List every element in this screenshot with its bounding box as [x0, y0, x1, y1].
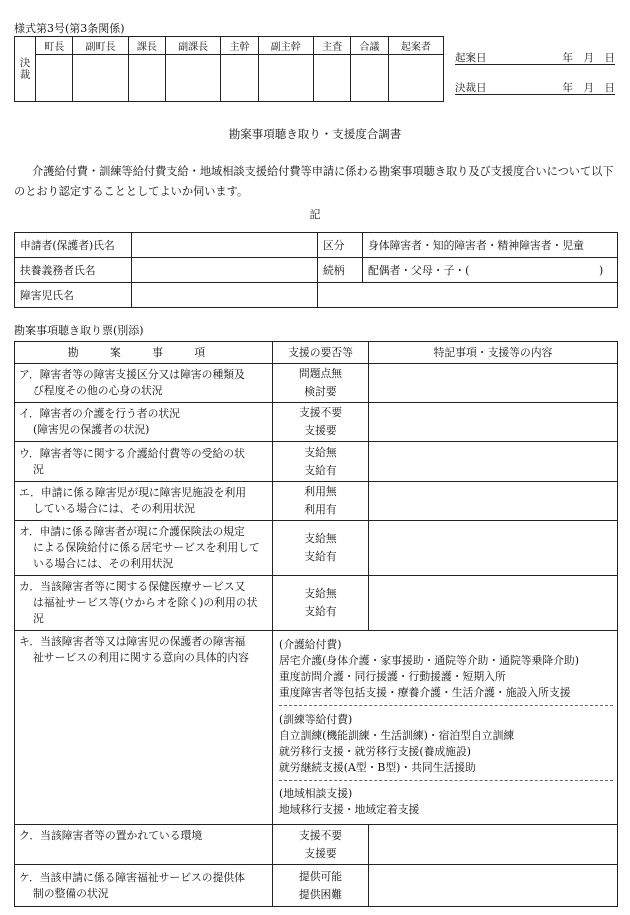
- approval-col-fukushukan: 副主幹: [258, 37, 313, 55]
- notes-field[interactable]: [369, 865, 618, 907]
- need-options[interactable]: 提供可能 提供困難: [273, 865, 369, 907]
- approval-grid: [14, 36, 444, 102]
- header-need: 支援の要否等: [273, 342, 369, 364]
- table-row: カ．当該障害者等に関する保健医療サービス又 は福祉サービス等(ウからオを除く)の利用の状況 支給無 支給有: [15, 576, 618, 631]
- stamp-box[interactable]: [128, 55, 165, 102]
- table-row: ケ．当該申請に係る障害福祉サービスの提供体 制の整備の状況 提供可能 提供困難: [15, 865, 618, 907]
- table-row: ア．障害者等の障害支援区分又は障害の種類及 び程度その他の心身の状況 問題点無 検討要: [15, 364, 618, 403]
- draft-date-label: 起案日: [455, 52, 487, 64]
- approval-col-shukan: 主幹: [221, 37, 258, 55]
- child-name-label: 障害児氏名: [15, 283, 132, 308]
- approval-col-shusa: 主査: [313, 37, 350, 55]
- service-list[interactable]: [273, 631, 618, 825]
- table-row: イ．障害者の介護を行う者の状況 (障害児の保護者の状況) 支援不要 支援要: [15, 403, 618, 442]
- applicant-table: [14, 232, 618, 308]
- approval-col-fukuchocho: 副町長: [73, 37, 128, 55]
- approval-col-aigi: 合議: [351, 37, 388, 55]
- notes-field[interactable]: [369, 825, 618, 865]
- stamp-box[interactable]: [221, 55, 258, 102]
- need-options[interactable]: 支援不要 支援要: [273, 825, 369, 865]
- decision-date-ymd: 年 月 日: [562, 82, 615, 94]
- table-row: エ．申請に係る障害児が現に障害児施設を利用 している場合には、その利用状況 利用無 利用有: [15, 482, 618, 521]
- decision-date-label: 決裁日: [455, 82, 487, 94]
- header-notes: 特記事項・支援等の内容: [369, 342, 618, 364]
- ki-mark: 記: [309, 208, 321, 221]
- approval-col-kacho: 課長: [128, 37, 165, 55]
- document-body: 介護給付費・訓練等給付費支給・地域相談支援給付費等申請に係わる勘案事項聴き取り及び支援度合いについて以下のとおり認定することとしてよいか伺います。: [14, 165, 614, 198]
- notes-field[interactable]: [369, 442, 618, 482]
- notes-field[interactable]: [369, 521, 618, 576]
- chiiki-group: (地域相談支援) 地域移行支援・地域定着支援: [279, 787, 420, 816]
- zokugara-options[interactable]: 配偶者・父母・子・( ): [363, 258, 618, 283]
- notes-field[interactable]: [369, 364, 618, 403]
- need-options[interactable]: 支給無 支給有: [273, 521, 369, 576]
- approval-col-kianshya: 起案者: [388, 37, 443, 55]
- form-number: 様式第3号(第3条関係): [14, 22, 125, 35]
- sheet-label: 勘案事項聴き取り票(別添): [14, 324, 144, 337]
- guardian-name-field[interactable]: [132, 258, 318, 283]
- need-options[interactable]: 問題点無 検討要: [273, 364, 369, 403]
- table-row: キ．当該障害者等又は障害児の保護者の障害福 祉サービスの利用に関する意向の具体的内容 (介護給付費) 居宅介護(身体介護・家事援助・通院等介助・通院等乗降介助) 重度訪問介護・同行援護・行動援護・短期入所 重度障害者等包括支援・療養介護・生活介護・施設入所支援 (訓練等給付費) 自立訓練(機能訓練・生活訓練)・宿泊型自立訓練 就労移行支援・就労移行支援(養成施設) 就労継続支援(A型・B型)・共同生活援助 (地域相談支援) 地域移行支援・地域定着支援: [15, 631, 618, 825]
- notes-field[interactable]: [369, 576, 618, 631]
- stamp-box[interactable]: [351, 55, 388, 102]
- stamp-box[interactable]: [388, 55, 443, 102]
- table-row: ク．当該障害者等の置かれている環境 支援不要 支援要: [15, 825, 618, 865]
- table-row: ウ．障害者等に関する介護給付費等の受給の状 況 支給無 支給有: [15, 442, 618, 482]
- zokugara-label: 続柄: [318, 258, 363, 283]
- kubun-options[interactable]: 身体障害者・知的障害者・精神障害者・児童: [363, 233, 618, 258]
- kubun-label: 区分: [318, 233, 363, 258]
- empty-cell: [318, 283, 618, 308]
- stamp-box[interactable]: [313, 55, 350, 102]
- table-row: オ．申請に係る障害者が現に介護保険法の規定 による保険給付に係る居宅サービスを利用している場合には、その利用状況 支給無 支給有: [15, 521, 618, 576]
- need-options[interactable]: 支援不要 支援要: [273, 403, 369, 442]
- guardian-name-label: 扶養義務者氏名: [15, 258, 132, 283]
- stamp-box[interactable]: [36, 55, 73, 102]
- draft-date-ymd: 年 月 日: [562, 52, 615, 64]
- notes-field[interactable]: [369, 482, 618, 521]
- stamp-box[interactable]: [73, 55, 128, 102]
- need-options[interactable]: 利用無 利用有: [273, 482, 369, 521]
- kunren-group: (訓練等給付費) 自立訓練(機能訓練・生活訓練)・宿泊型自立訓練 就労移行支援・就労移行支援(養成施設) 就労継続支援(A型・B型)・共同生活援助: [279, 706, 613, 781]
- header-kanan: 勘 案 事 項: [15, 342, 273, 364]
- applicant-name-label: 申請者(保護者)氏名: [15, 233, 132, 258]
- main-table: [14, 341, 618, 907]
- kessai-label: 決裁: [15, 37, 36, 102]
- document-title: 勘案事項聴き取り・支援度合調書: [228, 127, 402, 141]
- approval-col-fukukacho: 副課長: [166, 37, 221, 55]
- applicant-name-field[interactable]: [132, 233, 318, 258]
- need-options[interactable]: 支給無 支給有: [273, 442, 369, 482]
- notes-field[interactable]: [369, 403, 618, 442]
- stamp-box[interactable]: [166, 55, 221, 102]
- approval-col-chocho: 町長: [36, 37, 73, 55]
- stamp-box[interactable]: [258, 55, 313, 102]
- kaigo-group: (介護給付費) 居宅介護(身体介護・家事援助・通院等介助・通院等乗降介助) 重度訪問介護・同行援護・行動援護・短期入所 重度障害者等包括支援・療養介護・生活介護・施設入所支援: [279, 635, 613, 706]
- child-name-field[interactable]: [132, 283, 318, 308]
- need-options[interactable]: 支給無 支給有: [273, 576, 369, 631]
